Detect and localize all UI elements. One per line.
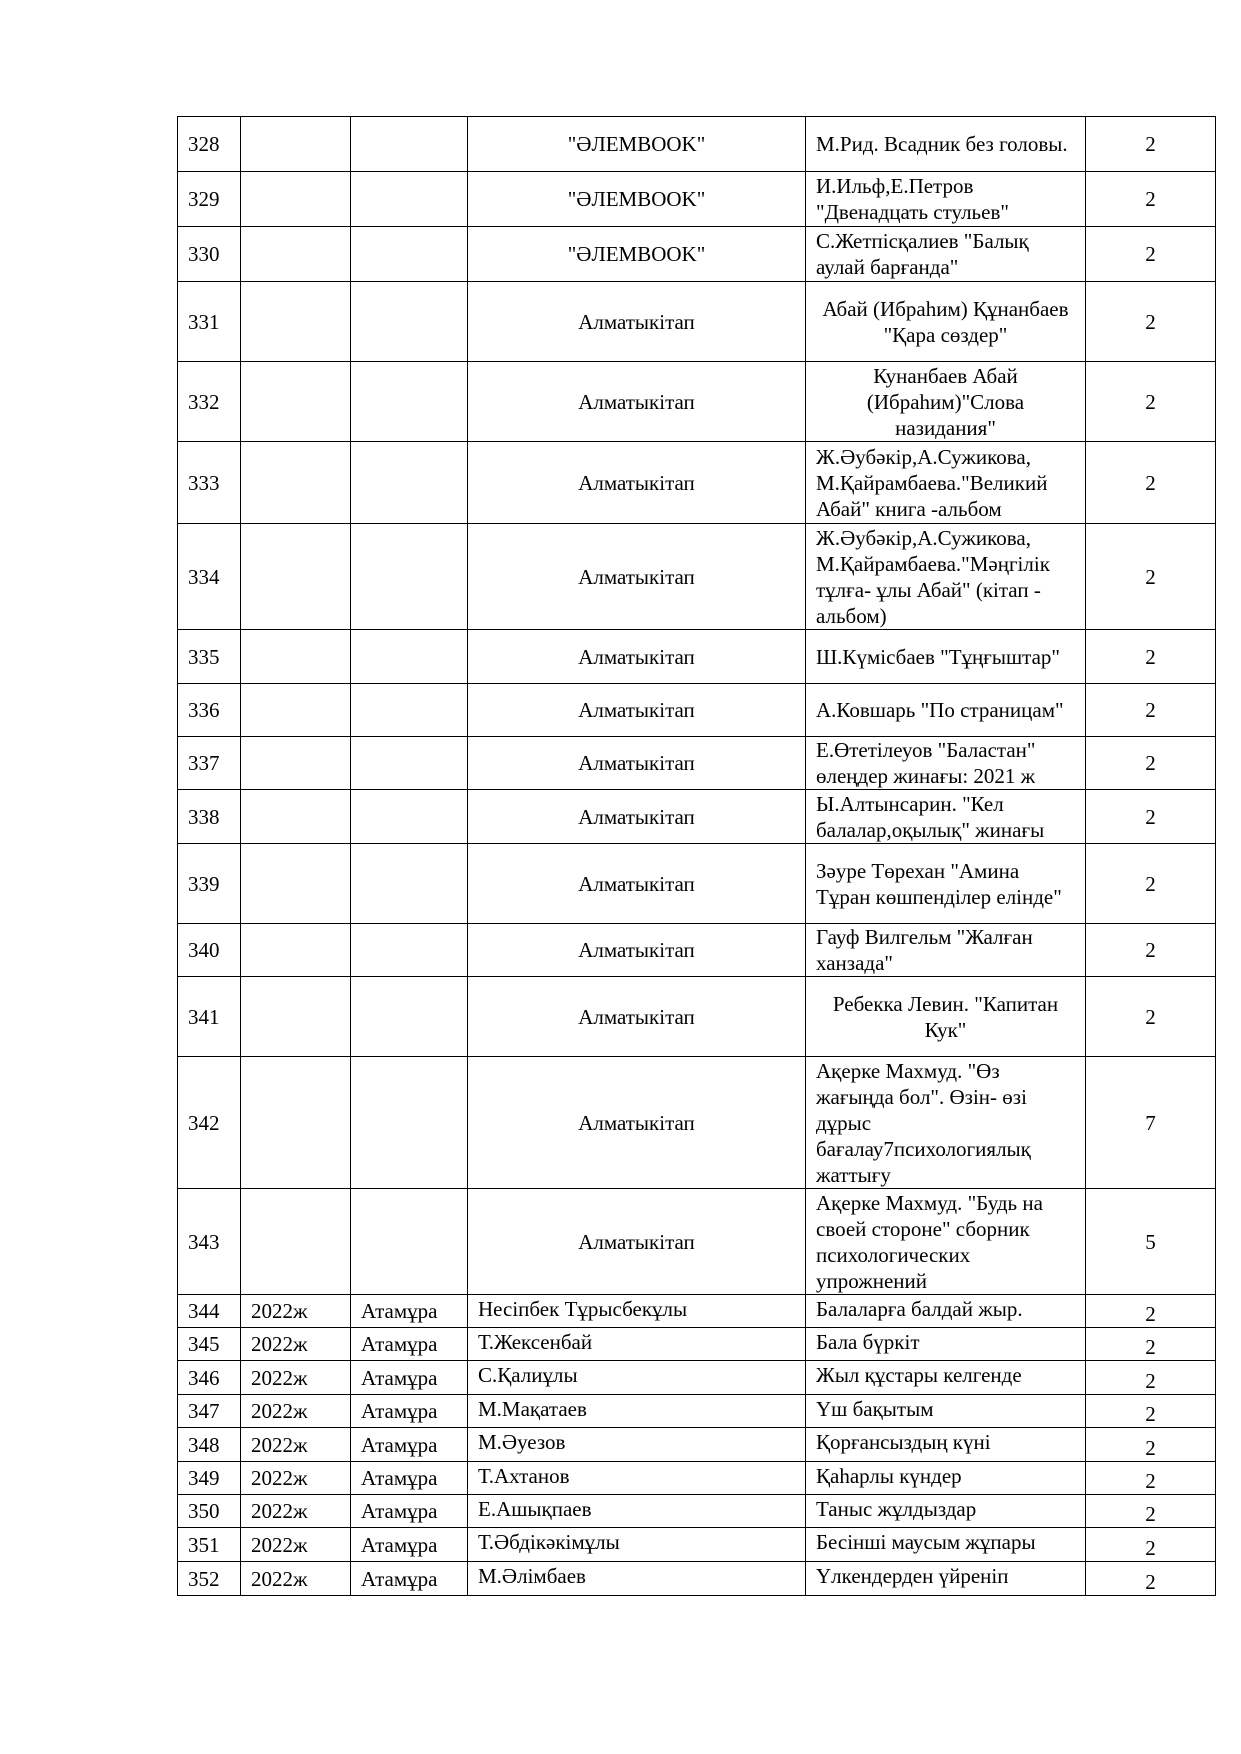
quantity-cell: 2 xyxy=(1086,737,1216,790)
title-cell: Бала бүркіт xyxy=(806,1328,1086,1361)
row-number-cell: 338 xyxy=(178,790,241,844)
author-cell: Алматыкітап xyxy=(468,684,806,737)
quantity-cell: 2 xyxy=(1086,924,1216,977)
publisher-cell: Атамұра xyxy=(351,1395,468,1428)
publisher-cell xyxy=(351,924,468,977)
quantity-cell: 2 xyxy=(1086,1562,1216,1596)
title-cell: Кунанбаев Абай (Ибраһим)"Слова назидания" xyxy=(806,362,1086,442)
publisher-cell xyxy=(351,630,468,684)
publisher-cell xyxy=(351,844,468,924)
author-cell: М.Әуезов xyxy=(468,1428,806,1462)
title-cell: Жыл құстары келгенде xyxy=(806,1361,1086,1395)
table-row xyxy=(178,172,1216,227)
row-number-cell: 340 xyxy=(178,924,241,977)
title-cell: Ақерке Махмуд. "Будь на своей стороне" сборник психологических упрожнений xyxy=(806,1189,1086,1295)
author-cell: Алматыкітап xyxy=(468,977,806,1057)
author-cell: М.Мақатаев xyxy=(468,1395,806,1428)
year-cell xyxy=(241,117,351,172)
row-number-cell: 342 xyxy=(178,1057,241,1189)
table-body xyxy=(178,117,1216,1596)
publisher-cell: Атамұра xyxy=(351,1361,468,1395)
title-cell: Қорғансыздың күні xyxy=(806,1428,1086,1462)
publisher-cell xyxy=(351,977,468,1057)
quantity-cell: 7 xyxy=(1086,1057,1216,1189)
table-row xyxy=(178,1528,1216,1562)
table-row xyxy=(178,630,1216,684)
author-cell: Т.Жексенбай xyxy=(468,1328,806,1361)
year-cell: 2022ж xyxy=(241,1528,351,1562)
author-cell: Алматыкітап xyxy=(468,524,806,630)
title-cell: Зәуре Төрехан "Амина Тұран көшпенділер елінде" xyxy=(806,844,1086,924)
row-number-cell: 345 xyxy=(178,1328,241,1361)
quantity-cell: 5 xyxy=(1086,1189,1216,1295)
table-row xyxy=(178,282,1216,362)
quantity-cell: 2 xyxy=(1086,1361,1216,1395)
title-cell: Ребекка Левин. "Капитан Кук" xyxy=(806,977,1086,1057)
row-number-cell: 335 xyxy=(178,630,241,684)
year-cell xyxy=(241,442,351,524)
row-number-cell: 339 xyxy=(178,844,241,924)
year-cell xyxy=(241,630,351,684)
publisher-cell xyxy=(351,524,468,630)
author-cell: Алматыкітап xyxy=(468,630,806,684)
quantity-cell: 2 xyxy=(1086,790,1216,844)
table-row xyxy=(178,737,1216,790)
year-cell: 2022ж xyxy=(241,1462,351,1495)
title-cell: И.Ильф,Е.Петров "Двенадцать стульев" xyxy=(806,172,1086,227)
row-number-cell: 351 xyxy=(178,1528,241,1562)
table-row xyxy=(178,227,1216,282)
title-cell: Ж.Әубәкір,А.Сужикова, М.Қайрамбаева."Мәңгілік тұлға- ұлы Абай" (кітап - альбом) xyxy=(806,524,1086,630)
table-row xyxy=(178,1057,1216,1189)
author-cell: Алматыкітап xyxy=(468,282,806,362)
quantity-cell: 2 xyxy=(1086,362,1216,442)
quantity-cell: 2 xyxy=(1086,282,1216,362)
year-cell: 2022ж xyxy=(241,1295,351,1328)
row-number-cell: 350 xyxy=(178,1495,241,1528)
table-row xyxy=(178,1361,1216,1395)
table-row xyxy=(178,684,1216,737)
publisher-cell: Атамұра xyxy=(351,1495,468,1528)
quantity-cell: 2 xyxy=(1086,1495,1216,1528)
year-cell xyxy=(241,1057,351,1189)
table-row xyxy=(178,1295,1216,1328)
author-cell: Алматыкітап xyxy=(468,924,806,977)
table-row xyxy=(178,1328,1216,1361)
table-row xyxy=(178,442,1216,524)
title-cell: Ш.Күмісбаев "Тұңғыштар" xyxy=(806,630,1086,684)
row-number-cell: 330 xyxy=(178,227,241,282)
row-number-cell: 352 xyxy=(178,1562,241,1596)
title-cell: Абай (Ибраһим) Құнанбаев "Қара сөздер" xyxy=(806,282,1086,362)
author-cell: Т.Ахтанов xyxy=(468,1462,806,1495)
quantity-cell: 2 xyxy=(1086,630,1216,684)
row-number-cell: 334 xyxy=(178,524,241,630)
row-number-cell: 332 xyxy=(178,362,241,442)
row-number-cell: 328 xyxy=(178,117,241,172)
title-cell: Балаларға балдай жыр. xyxy=(806,1295,1086,1328)
publisher-cell xyxy=(351,282,468,362)
row-number-cell: 341 xyxy=(178,977,241,1057)
year-cell xyxy=(241,844,351,924)
year-cell xyxy=(241,172,351,227)
quantity-cell: 2 xyxy=(1086,684,1216,737)
table-row xyxy=(178,1562,1216,1596)
author-cell: Т.Әбдікәкімұлы xyxy=(468,1528,806,1562)
quantity-cell: 2 xyxy=(1086,524,1216,630)
book-inventory-table xyxy=(177,116,1216,1596)
author-cell: Е.Ашықпаев xyxy=(468,1495,806,1528)
title-cell: Таныс жұлдыздар xyxy=(806,1495,1086,1528)
publisher-cell: Атамұра xyxy=(351,1562,468,1596)
publisher-cell: Атамұра xyxy=(351,1295,468,1328)
row-number-cell: 329 xyxy=(178,172,241,227)
quantity-cell: 2 xyxy=(1086,1528,1216,1562)
publisher-cell xyxy=(351,362,468,442)
table-row xyxy=(178,117,1216,172)
year-cell: 2022ж xyxy=(241,1361,351,1395)
table-row xyxy=(178,977,1216,1057)
publisher-cell: Атамұра xyxy=(351,1328,468,1361)
row-number-cell: 349 xyxy=(178,1462,241,1495)
table-row xyxy=(178,924,1216,977)
title-cell: Үлкендерден үйреніп xyxy=(806,1562,1086,1596)
quantity-cell: 2 xyxy=(1086,172,1216,227)
table-row xyxy=(178,790,1216,844)
author-cell: Алматыкітап xyxy=(468,362,806,442)
publisher-cell: Атамұра xyxy=(351,1462,468,1495)
year-cell xyxy=(241,1189,351,1295)
author-cell: "ӘЛЕМBOOK" xyxy=(468,117,806,172)
table-row xyxy=(178,1395,1216,1428)
author-cell: Алматыкітап xyxy=(468,1057,806,1189)
quantity-cell: 2 xyxy=(1086,1295,1216,1328)
table-row xyxy=(178,1462,1216,1495)
year-cell xyxy=(241,737,351,790)
author-cell: М.Әлімбаев xyxy=(468,1562,806,1596)
title-cell: Гауф Вилгельм "Жалған ханзада" xyxy=(806,924,1086,977)
year-cell xyxy=(241,790,351,844)
author-cell: С.Қалиұлы xyxy=(468,1361,806,1395)
row-number-cell: 348 xyxy=(178,1428,241,1462)
quantity-cell: 2 xyxy=(1086,117,1216,172)
publisher-cell xyxy=(351,684,468,737)
year-cell xyxy=(241,977,351,1057)
author-cell: Алматыкітап xyxy=(468,442,806,524)
author-cell: Алматыкітап xyxy=(468,1189,806,1295)
year-cell xyxy=(241,227,351,282)
quantity-cell: 2 xyxy=(1086,1462,1216,1495)
title-cell: Бесінші маусым жұпары xyxy=(806,1528,1086,1562)
year-cell: 2022ж xyxy=(241,1428,351,1462)
author-cell: "ӘЛЕМBOOK" xyxy=(468,227,806,282)
row-number-cell: 344 xyxy=(178,1295,241,1328)
year-cell: 2022ж xyxy=(241,1495,351,1528)
title-cell: Е.Өтетілеуов "Баластан" өлеңдер жинағы: 2021 ж xyxy=(806,737,1086,790)
row-number-cell: 347 xyxy=(178,1395,241,1428)
year-cell xyxy=(241,684,351,737)
quantity-cell: 2 xyxy=(1086,844,1216,924)
quantity-cell: 2 xyxy=(1086,1328,1216,1361)
title-cell: Ж.Әубәкір,А.Сужикова, М.Қайрамбаева."Великий Абай" книга -альбом xyxy=(806,442,1086,524)
title-cell: М.Рид. Всадник без головы. xyxy=(806,117,1086,172)
year-cell: 2022ж xyxy=(241,1328,351,1361)
publisher-cell xyxy=(351,790,468,844)
year-cell xyxy=(241,362,351,442)
row-number-cell: 336 xyxy=(178,684,241,737)
row-number-cell: 346 xyxy=(178,1361,241,1395)
publisher-cell xyxy=(351,737,468,790)
quantity-cell: 2 xyxy=(1086,1395,1216,1428)
author-cell: Алматыкітап xyxy=(468,790,806,844)
quantity-cell: 2 xyxy=(1086,977,1216,1057)
author-cell: "ӘЛЕМBOOK" xyxy=(468,172,806,227)
year-cell: 2022ж xyxy=(241,1562,351,1596)
title-cell: Қаһарлы күндер xyxy=(806,1462,1086,1495)
title-cell: Үш бақытым xyxy=(806,1395,1086,1428)
publisher-cell xyxy=(351,117,468,172)
title-cell: Ы.Алтынсарин. "Кел балалар,оқылық" жинағы xyxy=(806,790,1086,844)
row-number-cell: 343 xyxy=(178,1189,241,1295)
table-row xyxy=(178,1189,1216,1295)
publisher-cell xyxy=(351,1057,468,1189)
publisher-cell: Атамұра xyxy=(351,1428,468,1462)
year-cell xyxy=(241,924,351,977)
author-cell: Несіпбек Тұрысбекұлы xyxy=(468,1295,806,1328)
quantity-cell: 2 xyxy=(1086,1428,1216,1462)
year-cell xyxy=(241,282,351,362)
table-row xyxy=(178,362,1216,442)
table-row xyxy=(178,1428,1216,1462)
author-cell: Алматыкітап xyxy=(468,844,806,924)
row-number-cell: 337 xyxy=(178,737,241,790)
title-cell: Ақерке Махмуд. "Өз жағыңда бол". Өзін- өзі дұрыс бағалау7психологиялық жаттығу xyxy=(806,1057,1086,1189)
row-number-cell: 331 xyxy=(178,282,241,362)
publisher-cell xyxy=(351,172,468,227)
year-cell xyxy=(241,524,351,630)
table-row xyxy=(178,524,1216,630)
title-cell: С.Жетпісқалиев "Балық аулай барғанда" xyxy=(806,227,1086,282)
publisher-cell: Атамұра xyxy=(351,1528,468,1562)
year-cell: 2022ж xyxy=(241,1395,351,1428)
row-number-cell: 333 xyxy=(178,442,241,524)
table-row xyxy=(178,1495,1216,1528)
quantity-cell: 2 xyxy=(1086,442,1216,524)
table-row xyxy=(178,844,1216,924)
publisher-cell xyxy=(351,1189,468,1295)
title-cell: А.Ковшарь "По страницам" xyxy=(806,684,1086,737)
publisher-cell xyxy=(351,227,468,282)
author-cell: Алматыкітап xyxy=(468,737,806,790)
publisher-cell xyxy=(351,442,468,524)
quantity-cell: 2 xyxy=(1086,227,1216,282)
